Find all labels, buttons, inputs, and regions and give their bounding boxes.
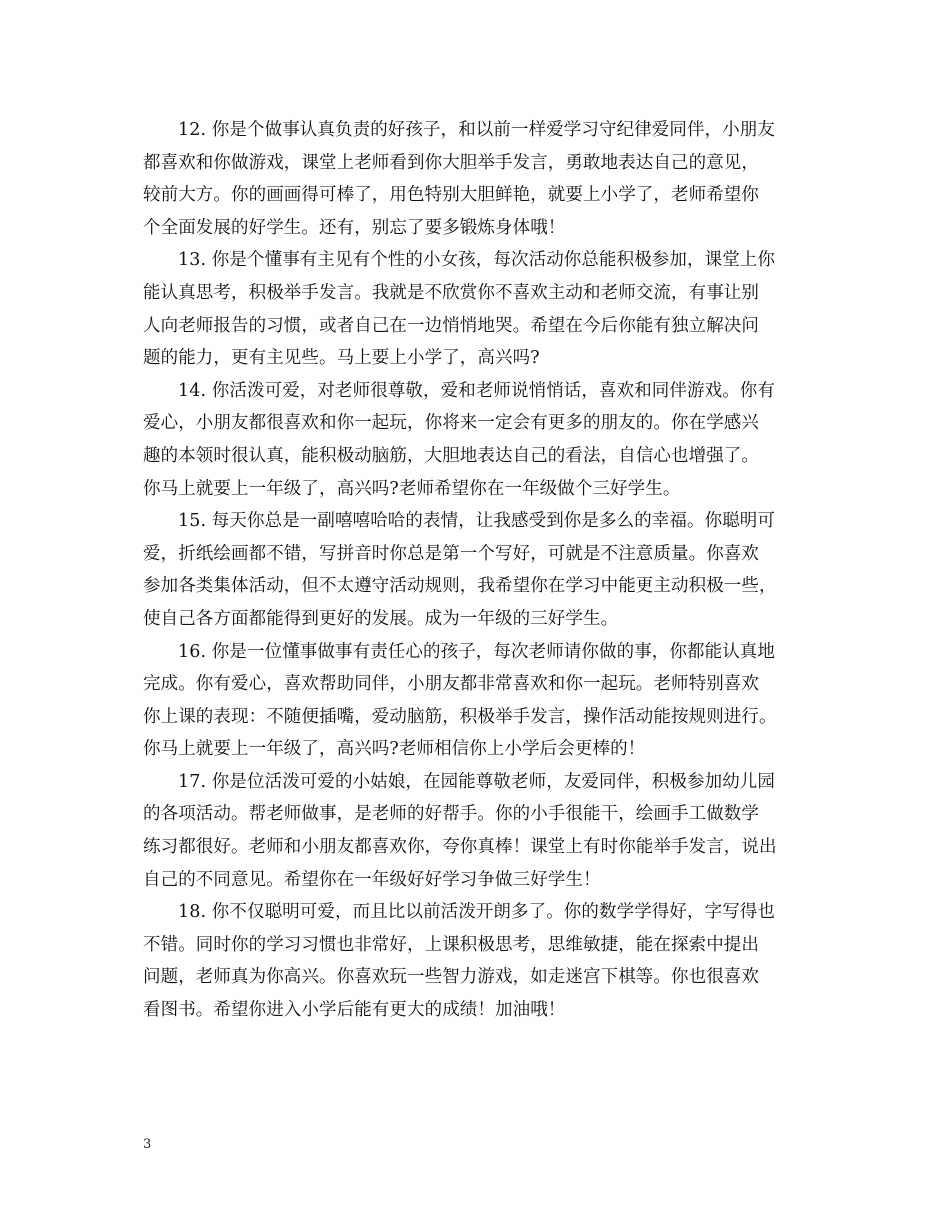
text-line: 参加各类集体活动，但不太遵守活动规则，我希望你在学习中能更主动积极一些， [143, 576, 777, 597]
text-line: 13. 你是个懂事有主见有个性的小女孩，每次活动你总能积极参加，课堂上你 [178, 250, 775, 271]
text-line: 18. 你不仅聪明可爱，而且比以前活泼开朗多了。你的数学学得好，字写得也 [178, 902, 775, 923]
paragraph-15 [143, 505, 823, 635]
text-line: 12. 你是个做事认真负责的好孩子，和以前一样爱学习守纪律爱同伴，小朋友 [178, 120, 775, 140]
text-line: 14. 你活泼可爱，对老师很尊敬，爱和老师说悄悄话，喜欢和同伴游戏。你有 [178, 380, 775, 401]
text-line: 16. 你是一位懂事做事有责任心的孩子，每次老师请你做的事，你都能认真地 [178, 641, 775, 662]
text-line: 爱心，小朋友都很喜欢和你一起玩，你将来一定会有更多的朋友的。你在学感兴 [143, 413, 759, 434]
text-line: 看图书。希望你进入小学后能有更大的成绩！加油哦！ [143, 1000, 566, 1021]
text-line: 15. 每天你总是一副嘻嘻哈哈的表情，让我感受到你是多么的幸福。你聪明可 [178, 511, 775, 532]
text-line: 使自己各方面都能得到更好的发展。成为一年级的三好学生。 [143, 608, 619, 629]
paragraph-16 [143, 636, 823, 766]
page-number: 3 [143, 1137, 152, 1152]
paragraph-14 [143, 375, 823, 505]
paragraph-13 [143, 244, 823, 374]
text-line: 你上课的表现：不随便插嘴，爱动脑筋，积极举手发言，操作活动能按规则进行。 [143, 706, 777, 727]
text-line: 你马上就要上一年级了，高兴吗?老师希望你在一年级做个三好学生。 [143, 478, 681, 499]
text-line: 题的能力，更有主见些。马上要上小学了，高兴吗? [143, 348, 540, 369]
text-line: 17. 你是位活泼可爱的小姑娘，在园能尊敬老师，友爱同伴，积极参加幼儿园 [178, 771, 775, 792]
text-line: 你马上就要上一年级了，高兴吗?老师相信你上小学后会更棒的！ [143, 739, 646, 760]
paragraph-12 [143, 114, 823, 244]
text-line: 不错。同时你的学习习惯也非常好，上课积极思考，思维敏捷，能在探索中提出 [143, 934, 759, 955]
paragraph-17 [143, 766, 823, 896]
text-line: 问题，老师真为你高兴。你喜欢玩一些智力游戏，如走迷宫下棋等。你也很喜欢 [143, 967, 759, 988]
paragraph-18 [143, 896, 823, 1026]
text-line: 的各项活动。帮老师做事，是老师的好帮手。你的小手很能干，绘画手工做数学 [143, 804, 759, 825]
text-line: 较前大方。你的画画得可棒了，用色特别大胆鲜艳，就要上小学了，老师希望你 [143, 185, 759, 206]
text-line: 都喜欢和你做游戏，课堂上老师看到你大胆举手发言，勇敢地表达自己的意见， [143, 152, 759, 173]
text-line: 自己的不同意见。希望你在一年级好好学习争做三好学生！ [143, 869, 601, 890]
text-line: 练习都很好。老师和小朋友都喜欢你，夸你真棒！课堂上有时你能举手发言，说出 [143, 837, 777, 858]
text-line: 能认真思考，积极举手发言。我就是不欣赏你不喜欢主动和老师交流，有事让别 [143, 282, 759, 303]
text-line: 完成。你有爱心，喜欢帮助同伴，小朋友都非常喜欢和你一起玩。老师特别喜欢 [143, 674, 759, 695]
document-body [143, 114, 823, 1027]
text-line: 趣的本领时很认真，能积极动脑筋，大胆地表达自己的看法，自信心也增强了。 [143, 445, 759, 466]
text-line: 个全面发展的好学生。还有，别忘了要多锻炼身体哦！ [143, 217, 566, 238]
text-line: 人向老师报告的习惯，或者自己在一边悄悄地哭。希望在今后你能有独立解决问 [143, 315, 759, 336]
text-line: 爱，折纸绘画都不错，写拼音时你总是第一个写好，可就是不注意质量。你喜欢 [143, 543, 759, 564]
